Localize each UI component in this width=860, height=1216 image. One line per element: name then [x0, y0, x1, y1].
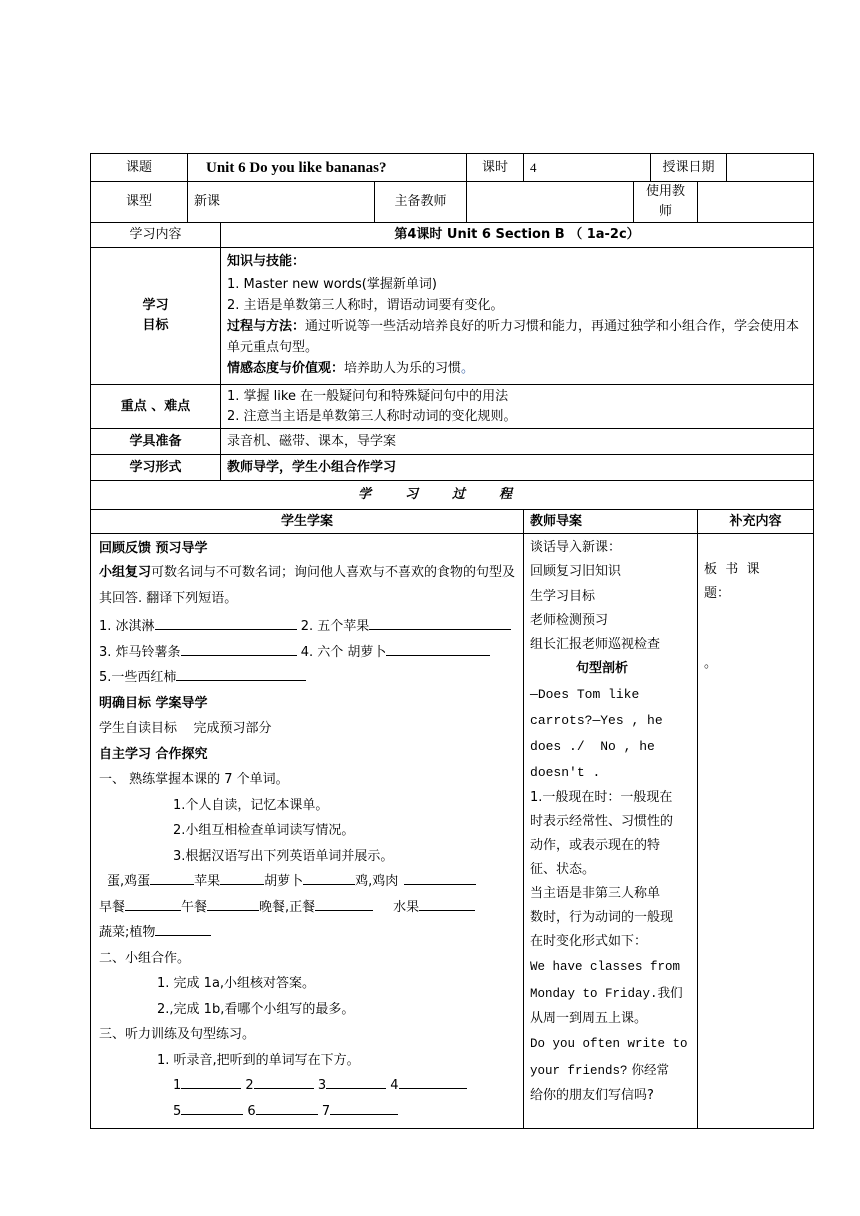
objectives-label: [91, 248, 221, 385]
phrase-row-2: [99, 640, 515, 666]
phrase-4-blank: [386, 641, 490, 656]
word-carrot-blank: [303, 870, 355, 885]
pattern-title: 句型剖析: [576, 661, 629, 677]
process-text: 通过听说等一些活动培养良好的听力习惯和能力，再通过独学和小组合作，学会使用本单元重点句型。: [227, 319, 800, 355]
listen-num-7: 7: [321, 1103, 331, 1119]
step-1b: 2.小组互相检查单词读写情况。: [173, 823, 355, 838]
example-line-3: 从周一到周五上课。: [530, 1010, 648, 1026]
phrase-row-3: [99, 665, 515, 691]
listen-blank-6: [256, 1100, 318, 1115]
listen-num-2: 2: [245, 1078, 254, 1093]
listen-num-4: 4: [390, 1078, 399, 1093]
word-breakfast-blank: [125, 896, 181, 911]
teacher-line-5: 组长汇报老师巡视检查: [530, 637, 661, 653]
process-title-row: [91, 481, 814, 510]
phrase-3: 3. 炸马铃薯条: [99, 644, 181, 660]
grammar-line-5: 当主语是非第三人称单: [530, 885, 661, 901]
phrase-5: 5.一些西红柿: [99, 670, 177, 685]
lesson-plan-sheet: [90, 153, 813, 1129]
example-line-1: We have classes from: [530, 959, 681, 974]
date-value: [727, 154, 814, 182]
goal-title: 明确目标 学案导学: [99, 695, 208, 711]
phrase-5-blank: [176, 666, 306, 681]
grammar-line-4: 征、状态。: [530, 861, 596, 877]
word-fruit: 水果: [393, 899, 420, 915]
date-label: 授课日期: [651, 154, 727, 182]
listen-blank-7: [330, 1100, 398, 1115]
objective-item-1: 1. Master new words(掌握新单词): [227, 277, 437, 292]
step-3: 三、听力训练及句型练习。: [99, 1027, 256, 1042]
content-label: 学习内容: [91, 223, 221, 248]
topic-label: 课题: [91, 154, 188, 182]
type-label: 课型: [91, 182, 188, 223]
explore-title: 自主学习 合作探究: [99, 746, 208, 762]
word-lunch-blank: [207, 896, 259, 911]
word-fruit-blank: [419, 896, 475, 911]
process-title: 过程与方法：: [227, 319, 306, 334]
teacher-line-4: 老师检测预习: [530, 612, 609, 628]
step-1c: 3.根据汉语写出下列英语单词并展示。: [173, 848, 394, 864]
lead-teacher-value: [467, 182, 634, 223]
example-line-5-zh: 你经常: [627, 1062, 670, 1078]
tools-label: 学具准备: [91, 429, 221, 455]
step-2: 二、小组合作。: [99, 950, 191, 966]
word-apple-blank: [220, 870, 264, 885]
process-title: 学习过程: [91, 481, 814, 510]
attitude-dot: 。: [461, 361, 475, 376]
word-breakfast: 早餐: [99, 899, 126, 915]
group-review-lead: 小组复习: [99, 565, 152, 580]
word-carrot: 胡萝卜: [264, 874, 304, 889]
attitude-objective: [227, 358, 807, 379]
listen-blank-1: [181, 1074, 241, 1089]
process-body-row: [91, 534, 814, 1129]
review-title: 回顾反馈 预习导学: [99, 541, 208, 556]
teacher-line-3: 生学习目标: [530, 588, 596, 604]
phrase-2-blank: [369, 615, 511, 630]
tools-value: 录音机、磁带、课本，导学案: [221, 429, 814, 455]
form-value: 教师导学，学生小组合作学习: [221, 455, 814, 481]
header-row-2: [91, 182, 814, 223]
step-1a: 1.个人自读，记忆本课单。: [173, 797, 329, 813]
process-objective: [227, 316, 807, 358]
listen-row-1: [99, 1073, 515, 1099]
pattern-line-3: does ./ No , he: [530, 738, 655, 754]
listen-num-5: 5: [173, 1103, 182, 1119]
student-plan: [91, 534, 524, 1129]
attitude-text: 培养助人为乐的习惯: [344, 361, 462, 376]
word-row-2: [99, 895, 515, 921]
word-veg-blank: [155, 921, 211, 936]
grammar-line-6: 数时，行为动词的一般现: [530, 909, 674, 925]
pattern-line-4: doesn't .: [530, 764, 601, 780]
grammar-line-7: 在时变化形式如下：: [530, 933, 648, 949]
phrase-3-blank: [181, 641, 297, 656]
topic-value: Unit 6 Do you like bananas?: [188, 154, 467, 182]
phrase-1-blank: [155, 615, 297, 630]
keypoints-body: [221, 385, 814, 429]
word-apple: 苹果: [194, 874, 221, 889]
attitude-title: 情感态度与价值观：: [227, 361, 345, 376]
phrase-row-1: [99, 614, 515, 640]
step-2a: 1. 完成 1a,小组核对答案。: [157, 976, 316, 991]
listen-num-3: 3: [317, 1078, 327, 1093]
group-review-text: 可数名词与不可数名词；询问他人喜欢与不喜欢的食物的句型及其回答. 翻译下列短语。: [99, 565, 516, 606]
listen-blank-2: [254, 1074, 314, 1089]
keypoints-row: [91, 385, 814, 429]
extra-content: [698, 534, 814, 1129]
word-egg-blank: [150, 870, 194, 885]
phrase-2: 2. 五个苹果: [300, 619, 370, 634]
listen-blank-5: [181, 1100, 243, 1115]
example-line-2-zh: 我们: [657, 984, 683, 1000]
student-column-header: 学生学案: [91, 510, 524, 534]
word-chicken: 鸡,鸡肉: [355, 874, 399, 889]
keypoint-1: 1. 掌握 like 在一般疑问句和特殊疑问句中的用法: [227, 388, 509, 404]
example-line-2: [530, 980, 691, 1007]
extra-column-header: 补充内容: [698, 510, 814, 534]
user-teacher-value: [698, 182, 814, 223]
knowledge-title: 知识与技能：: [227, 254, 306, 269]
listen-blank-4: [399, 1074, 467, 1089]
word-egg: 蛋,鸡蛋: [107, 874, 151, 889]
pattern-line-2: carrots?—Yes , he: [530, 712, 663, 728]
content-row: [91, 223, 814, 248]
tools-row: [91, 429, 814, 455]
word-dinner-blank: [315, 896, 373, 911]
step-1: 一、 熟练掌握本课的 7 个单词。: [99, 772, 289, 787]
keypoint-2: 2. 注意当主语是单数第三人称时动词的变化规则。: [227, 408, 517, 424]
lesson-plan-table: [90, 153, 814, 1129]
goal-text: 学生自读目标 完成预习部分: [99, 721, 272, 736]
content-value: 第4课时 Unit 6 Section B （ 1a-2c）: [221, 223, 814, 248]
column-header-row: [91, 510, 814, 534]
objective-item-2: 2. 主语是单数第三人称时，谓语动词要有变化。: [227, 298, 504, 313]
grammar-line-1: 1.一般现在时：一般现在: [530, 789, 673, 805]
form-row: [91, 455, 814, 481]
teacher-line-1: 谈话导入新课：: [530, 540, 622, 555]
step-2b: 2.,完成 1b,看哪个小组写的最多。: [157, 1001, 355, 1017]
word-lunch: 午餐: [181, 899, 208, 915]
teacher-line-2: 回顾复习旧知识: [530, 564, 622, 580]
grammar-line-3: 动作，或表示现在的特: [530, 837, 661, 853]
group-review: [99, 560, 515, 612]
type-value: 新课: [188, 182, 375, 223]
extra-line-2: 题：: [704, 586, 731, 601]
listen-num-1: 1: [173, 1078, 182, 1093]
user-teacher-label: 使用教师: [634, 182, 698, 223]
objectives-label-line1: 学习: [142, 298, 169, 313]
word-dinner: 晚餐,正餐: [259, 899, 316, 915]
keypoints-label: 重点 、难点: [91, 385, 221, 429]
form-label: 学习形式: [91, 455, 221, 481]
objectives-row: [91, 248, 814, 385]
word-row-3: [99, 920, 515, 946]
step-3a: 1. 听录音,把听到的单词写在下方。: [157, 1052, 360, 1068]
extra-line-3: 。: [704, 656, 718, 671]
teacher-plan: [524, 534, 698, 1129]
grammar-line-2: 时表示经常性、习惯性的: [530, 813, 674, 829]
header-row-1: [91, 154, 814, 182]
lead-teacher-label: 主备教师: [375, 182, 467, 223]
pattern-line-1: —Does Tom like: [530, 686, 640, 702]
example-line-2-en: Monday to Friday.: [530, 986, 658, 1001]
teacher-column-header: 教师导案: [524, 510, 698, 534]
word-veg: 蔬菜;植物: [99, 925, 156, 940]
example-line-5-en: your friends?: [530, 1064, 628, 1079]
objectives-label-line2: 目标: [142, 318, 169, 333]
phrase-4: 4. 六个 胡萝卜: [300, 644, 387, 660]
extra-line-1: 板 书 课: [704, 562, 760, 577]
example-line-5: [530, 1057, 691, 1084]
listen-num-6: 6: [247, 1103, 256, 1119]
word-chicken-blank: [404, 870, 476, 885]
phrase-1: 1. 冰淇淋: [99, 619, 155, 634]
word-row-1: [99, 869, 515, 895]
period-value: 4: [524, 154, 651, 182]
objectives-body: [221, 248, 814, 385]
example-line-6: 给你的朋友们写信吗?: [530, 1088, 654, 1104]
period-label: 课时: [467, 154, 524, 182]
listen-row-2: [99, 1099, 515, 1125]
example-line-4: Do you often write to: [530, 1037, 688, 1052]
listen-blank-3: [326, 1074, 386, 1089]
